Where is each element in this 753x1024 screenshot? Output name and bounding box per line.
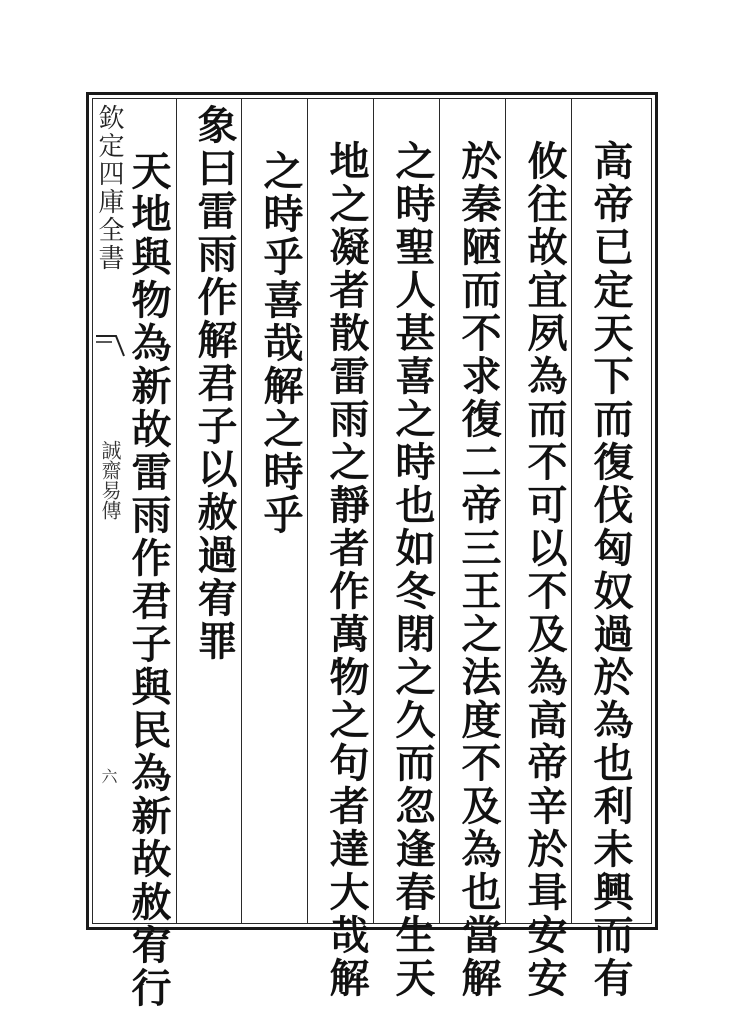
- column-divider: [241, 98, 242, 924]
- text-column-4: 之時聖人甚喜之時也如冬閉之久而忽逢春生天: [389, 140, 436, 1000]
- text-column-6: 之時乎喜哉解之時乎: [257, 150, 304, 537]
- margin-page-number: 六: [99, 768, 118, 784]
- margin-title: 欽定四庫全書: [94, 104, 124, 272]
- column-divider: [307, 98, 308, 924]
- text-column-5: 地之凝者散雷雨之靜者作萬物之句者達大哉解: [323, 140, 370, 1000]
- column-divider: [439, 98, 440, 924]
- text-column-7: 象曰雷雨作解君子以赦過宥罪: [191, 104, 238, 663]
- column-divider: [571, 98, 572, 924]
- text-column-8: 天地與物為新故雷雨作君子與民為新故赦宥行: [125, 150, 172, 1010]
- column-divider: [373, 98, 374, 924]
- column-divider: [505, 98, 506, 924]
- text-column-3: 於秦陋而不求復二帝三王之法度不及為也當解: [455, 140, 502, 1000]
- text-column-1: 高帝已定天下而復伐匈奴過於為也利未興而有: [587, 140, 634, 1000]
- text-column-2: 攸往故宜夙為而不可以不及為高帝辛於咠安安: [521, 140, 568, 1000]
- margin-book-title: 誠齋易傳: [98, 440, 122, 520]
- column-divider: [176, 98, 177, 924]
